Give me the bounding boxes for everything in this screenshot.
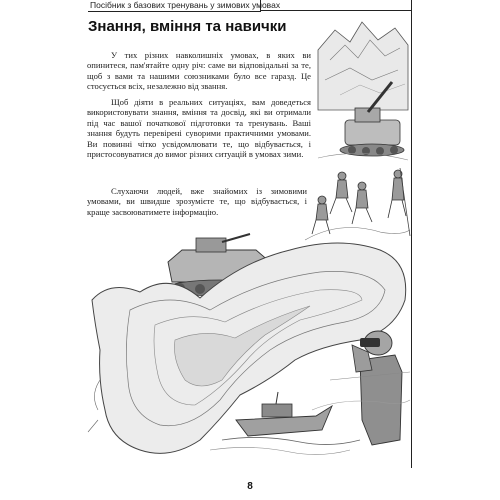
mountains-icon xyxy=(318,22,408,110)
page-title: Знання, вміння та навички xyxy=(88,18,287,35)
soldiers-climbing-icon xyxy=(305,168,410,240)
running-title: Посібник з базових тренувань у зимових умовах xyxy=(90,0,281,10)
paragraph-3: Слухаючи людей, вже знайомих із зимовими умовами, ви швидше зрозумієте те, що відбувається, і краще засвоюватимете інформацію. xyxy=(87,186,307,217)
page-number: 8 xyxy=(247,481,253,492)
binoculars-soldier-icon xyxy=(330,331,410,445)
paragraph-2: Щоб діяти в реальних ситуаціях, вам доведеться використовувати знання, вміння та досвід, які ви отримали під час вашої початкової підготовки та тренувань. Ваші знання будуть перевірені суворими практичними умовами. Ви повинні чітко усвідомлювати те, що відбувається, і пристосовуватися до вимог різних ситуацій в умовах зими. xyxy=(87,97,311,160)
paragraph-1: У тих різних навколишніх умовах, в яких ви опинитеся, пам'ятайте одну річ: саме ви відповідальні за те, щоб з вами та нашими союзниками було все гаразд. Це стосується всіх, незалежно від звання. xyxy=(87,50,311,92)
